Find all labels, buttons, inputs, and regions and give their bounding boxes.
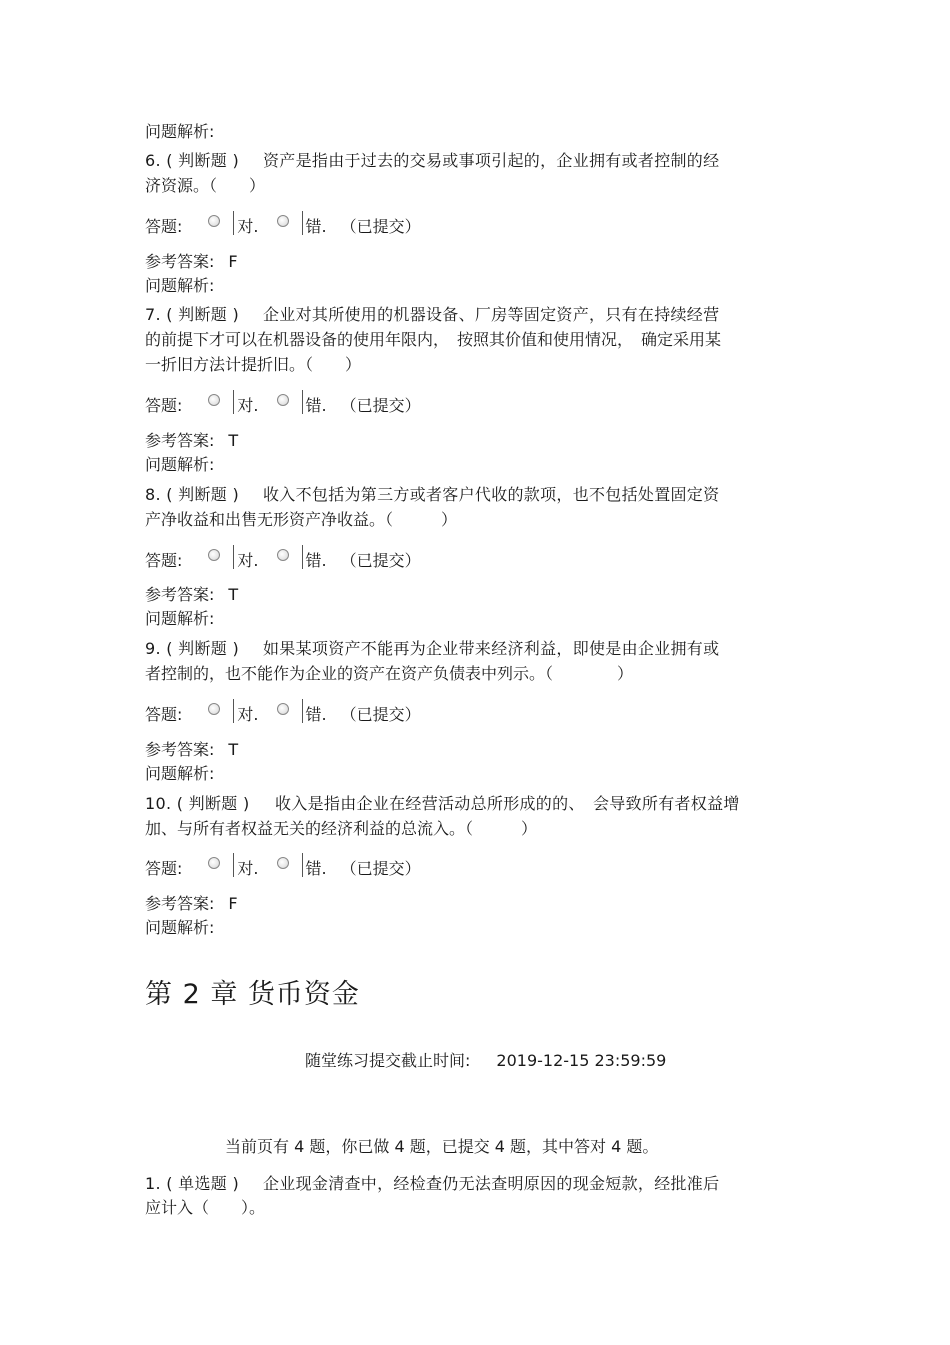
question-number: 6. ( 判断题 )	[145, 151, 240, 170]
analysis-label: 问题解析:	[145, 122, 215, 141]
question-text-line: 企业对其所使用的机器设备、厂房等固定资产，只有在持续经营	[263, 305, 720, 324]
answer-label: 答题:	[145, 705, 183, 724]
reference-value: T	[228, 431, 239, 450]
question-text-line: 收入是指由企业在经营活动总所形成的的、 会导致所有者权益增	[275, 794, 740, 813]
option-false-label: 错.	[305, 551, 327, 570]
analysis-label: 问题解析:	[145, 918, 215, 937]
option-true-label: 对.	[237, 705, 259, 724]
option-true-label: 对.	[237, 396, 259, 415]
question-text-line: 收入不包括为第三方或者客户代收的款项，也不包括处置固定资	[263, 485, 720, 504]
option-false-label: 错.	[305, 396, 327, 415]
chapter-title: 第 2 章 货币资金	[145, 979, 360, 1010]
analysis-label: 问题解析:	[145, 764, 215, 783]
question-text-line: 产净收益和出售无形资产净收益。（ ）	[145, 510, 458, 529]
answer-row	[145, 212, 421, 242]
question-number: 1. ( 单选题 )	[145, 1174, 240, 1193]
reference-value: T	[228, 585, 239, 604]
deadline	[305, 1050, 666, 1072]
question-8	[145, 484, 719, 506]
question-number: 7. ( 判断题 )	[145, 305, 240, 324]
answer-row	[145, 546, 421, 576]
deadline-label: 随堂练习提交截止时间:	[305, 1051, 471, 1070]
submitted-status: （已提交）	[340, 859, 421, 878]
radio-false[interactable]	[277, 549, 289, 561]
analysis-label: 问题解析:	[145, 609, 215, 628]
answer-label: 答题:	[145, 859, 183, 878]
question-text-line: 的前提下才可以在机器设备的使用年限内， 按照其价值和使用情况， 确定采用某	[145, 330, 722, 349]
analysis-label: 问题解析:	[145, 455, 215, 474]
reference-answer	[145, 584, 238, 606]
radio-false[interactable]	[277, 394, 289, 406]
submitted-status: （已提交）	[340, 705, 421, 724]
reference-value: F	[228, 894, 238, 913]
reference-answer	[145, 430, 238, 452]
question-text-line: 加、与所有者权益无关的经济利益的总流入。（ ）	[145, 819, 538, 838]
option-false-label: 错.	[305, 217, 327, 236]
question-7	[145, 304, 719, 326]
reference-answer	[145, 893, 238, 915]
reference-label: 参考答案:	[145, 431, 215, 450]
radio-false[interactable]	[277, 857, 289, 869]
radio-false[interactable]	[277, 703, 289, 715]
submitted-status: （已提交）	[340, 396, 421, 415]
radio-true[interactable]	[208, 857, 220, 869]
answer-row	[145, 700, 421, 730]
option-false-label: 错.	[305, 859, 327, 878]
question-9	[145, 638, 719, 660]
reference-answer	[145, 739, 238, 761]
reference-answer	[145, 251, 238, 273]
question-text-line: 济资源。（ ）	[145, 176, 266, 195]
radio-false[interactable]	[277, 215, 289, 227]
answer-label: 答题:	[145, 396, 183, 415]
radio-true[interactable]	[208, 394, 220, 406]
submitted-status: （已提交）	[340, 551, 421, 570]
question-text-line: 一折旧方法计提折旧。（ ）	[145, 355, 362, 374]
option-true-label: 对.	[237, 217, 259, 236]
reference-value: F	[228, 252, 238, 271]
question-text-line: 如果某项资产不能再为企业带来经济利益，即使是由企业拥有或	[263, 639, 720, 658]
analysis-label: 问题解析:	[145, 276, 215, 295]
deadline-value: 2019-12-15 23:59:59	[496, 1051, 667, 1070]
option-true-label: 对.	[237, 551, 259, 570]
question-number: 8. ( 判断题 )	[145, 485, 240, 504]
question-text-line: 资产是指由于过去的交易或事项引起的，企业拥有或者控制的经	[263, 151, 720, 170]
answer-row	[145, 854, 421, 884]
reference-label: 参考答案:	[145, 252, 215, 271]
submitted-status: （已提交）	[340, 217, 421, 236]
question-number: 10. ( 判断题 )	[145, 794, 250, 813]
question-10	[145, 793, 740, 815]
option-false-label: 错.	[305, 705, 327, 724]
radio-true[interactable]	[208, 215, 220, 227]
question-text-line: 者控制的，也不能作为企业的资产在资产负债表中列示。（ ）	[145, 664, 634, 683]
option-true-label: 对.	[237, 859, 259, 878]
question-number: 9. ( 判断题 )	[145, 639, 240, 658]
reference-label: 参考答案:	[145, 894, 215, 913]
question-text-line: 应计入（ ）。	[145, 1198, 266, 1217]
question-text-line: 企业现金清查中，经检查仍无法查明原因的现金短款，经批准后	[263, 1174, 720, 1193]
radio-true[interactable]	[208, 549, 220, 561]
answer-label: 答题:	[145, 551, 183, 570]
reference-label: 参考答案:	[145, 585, 215, 604]
progress-summary: 当前页有 4 题，你已做 4 题，已提交 4 题，其中答对 4 题。	[225, 1137, 659, 1156]
reference-value: T	[228, 740, 239, 759]
answer-row	[145, 391, 421, 421]
radio-true[interactable]	[208, 703, 220, 715]
question-1	[145, 1173, 719, 1195]
reference-label: 参考答案:	[145, 740, 215, 759]
question-6	[145, 150, 719, 172]
answer-label: 答题:	[145, 217, 183, 236]
